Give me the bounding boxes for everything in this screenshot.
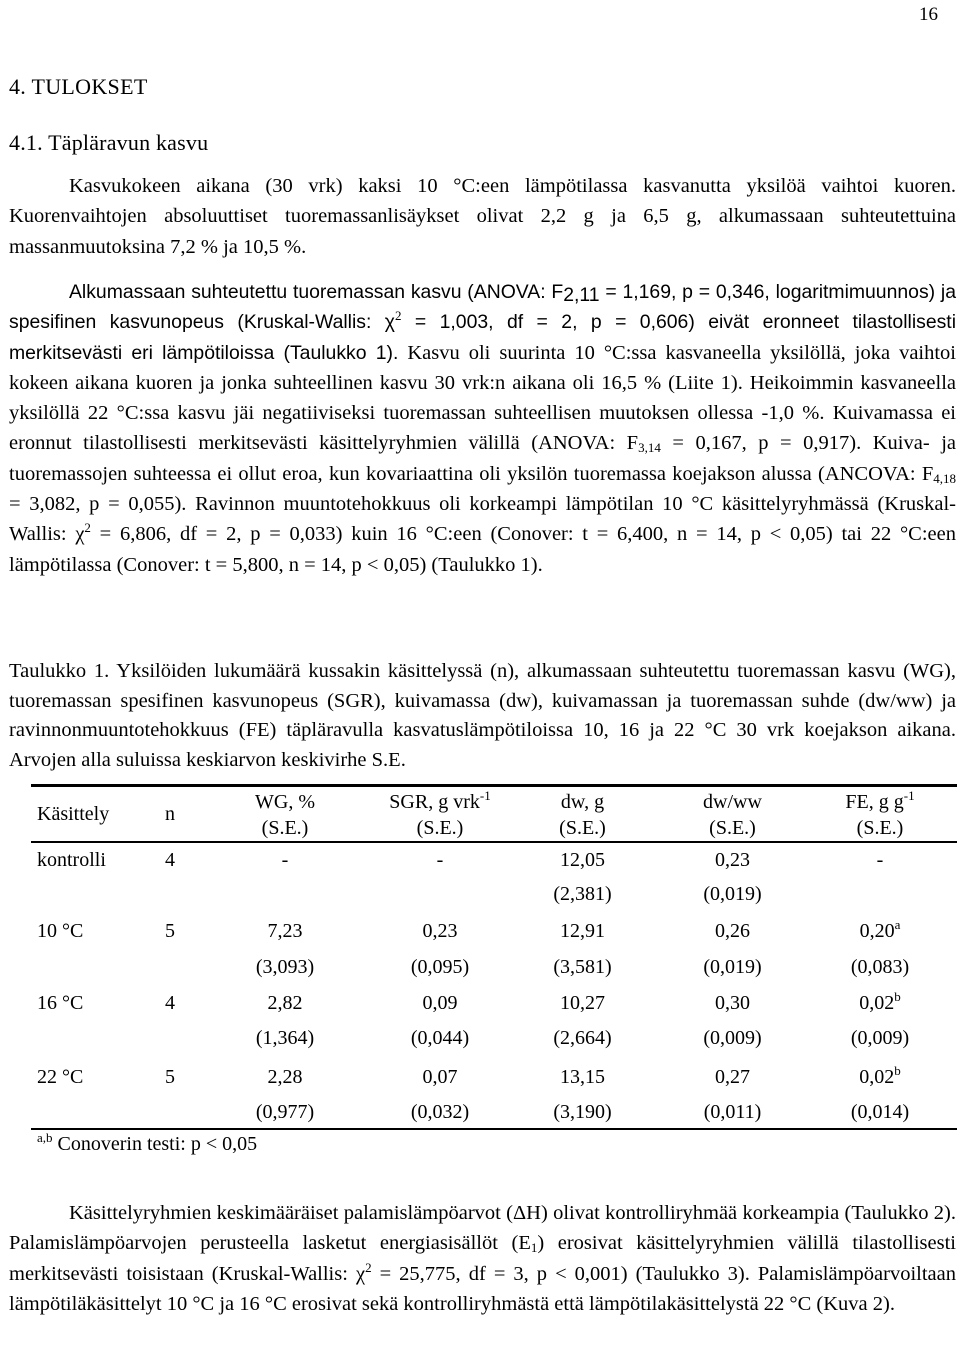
row-sgr-se: (0,044) (410, 1027, 470, 1049)
paragraph-3 (9, 1198, 956, 1319)
row-wg-se: (3,093) (255, 956, 315, 978)
paragraph-2-sub-2: 3,14 (638, 440, 661, 456)
row-dw-se: (2,381) (553, 883, 612, 905)
table-header-rule (31, 841, 957, 843)
paragraph-3-part-3: = 25,775, df = 3, p < 0,001) (Taulukko 3). Palamislämpöarvoiltaan lämpötiläkäsittelyt 10 °C ja 16 °C erosivat sekä kontrolliryhmästä että lämpötilakäsittelystä 22 °C (Kuva 2). (9, 1262, 956, 1315)
paragraph-3-part-2: ) erosivat käsittelyryhmien välillä tilastollisesti merkitsevästi toisistaan (Kruskal-Wallis: χ (9, 1232, 956, 1285)
row-fe-value: 0,20 (859, 920, 895, 942)
header-dwww-label: dw/ww (703, 791, 762, 813)
row-fe-se: (0,009) (850, 1027, 910, 1049)
row-fe-se: (0,014) (850, 1101, 910, 1123)
header-fe-se: (S.E.) (856, 817, 904, 839)
paragraph-2-part-6: = 3,082, p = 0,055). Ravinnon muuntotehokkuus oli korkeampi lämpötilan 10 °C käsittelyryhmässä (Kruskal-Wallis: χ (9, 493, 956, 546)
paragraph-2-sup-2: 2 (84, 520, 91, 536)
row-n: 4 (165, 849, 175, 871)
paragraph-2-sub-1: 2,11 (563, 284, 600, 306)
row-fe (805, 919, 955, 943)
header-sgr-se: (S.E.) (416, 817, 464, 839)
row-dwww: 0,26 (715, 920, 750, 942)
paragraph-2-part-4: Kasvu oli suurinta 10 °C:ssa kasvaneella yksilöllä, joka vaihtoi kokeen aikana kuoren ja jonka suhteellinen kasvu 30 vrk:n aikana oli 16,5 % (Liite 1). Heikoimmin kasvaneella yksilöllä 22 °C:ssa kasvu jäi negatiiviseksi tuoremassan suhteellisen muutoksen ollessa -1,0 %. Kuivamassa ei eronnut tilastollisesti merkitsevästi käsittelyryhmien välillä (ANOVA: F (9, 341, 956, 455)
row-sgr-se: (0,032) (410, 1101, 470, 1123)
row-fe-sup: a (894, 917, 901, 932)
row-dwww: 0,27 (715, 1066, 750, 1088)
header-wg-se: (S.E.) (261, 817, 309, 839)
row-n: 4 (165, 992, 175, 1014)
row-sgr: 0,23 (422, 920, 458, 942)
header-fe (805, 789, 955, 841)
row-wg: 2,82 (267, 992, 303, 1014)
header-sgr (365, 789, 515, 841)
row-dw-se: (2,664) (553, 1027, 612, 1049)
row-n: 5 (165, 1066, 175, 1088)
paragraph-2-part-3: = 1,003, df = 2, p = 0,606) eivät eronneet tilastollisesti merkitsevästi eri lämpötiloissa (Taulukko 1). (9, 311, 956, 364)
subsection-heading: 4.1. Täpläravun kasvu (9, 130, 209, 155)
header-sgr-sup: -1 (479, 788, 491, 803)
row-fe-sup: b (894, 1063, 901, 1078)
row-label: kontrolli (37, 849, 106, 871)
row-fe-value: 0,02 (859, 992, 895, 1014)
paragraph-3-sub-1: 1 (530, 1240, 538, 1256)
paragraph-3-sup-1: 2 (365, 1259, 372, 1275)
row-wg: 7,23 (267, 920, 303, 942)
header-fe-label: FE, g g (845, 791, 904, 813)
header-dwww (670, 789, 795, 841)
header-kasittely: Käsittely (37, 803, 110, 825)
row-fe-se: (0,083) (850, 956, 910, 978)
paragraph-3-part-1: Käsittelyryhmien keskimääräiset palamislämpöarvot (ΔH) olivat kontrolliryhmää korkeampia (Taulukko 2). Palamislämpöarvojen perusteella lasketut energiasisällöt (E (9, 1202, 956, 1255)
paragraph-2-part-2: = 1,169, p = 0,346, logaritmimuunnos) ja spesifinen kasvunopeus (Kruskal-Wallis: χ (9, 281, 956, 334)
row-wg: - (281, 849, 289, 871)
paragraph-2-part-1: Alkumassaan suhteutettu tuoremassan kasvu (ANOVA: F (69, 281, 564, 303)
header-sgr-label: SGR, g vrk (389, 791, 480, 813)
row-sgr: 0,09 (422, 992, 458, 1014)
header-dwww-se: (S.E.) (709, 817, 756, 839)
row-dw: 12,91 (560, 920, 605, 942)
row-dwww-se: (0,019) (703, 883, 762, 905)
paragraph-2-part-5: = 0,167, p = 0,917). Kuiva- ja tuoremassojen suhteessa ei ollut eroa, kun kovariaattina oli yksilön tuoremassa koejakson alussa (ANCOVA: F (9, 432, 956, 485)
row-sgr: 0,07 (422, 1066, 458, 1088)
header-fe-sup: -1 (903, 788, 915, 803)
row-dwww: 0,30 (715, 992, 750, 1014)
row-dw: 13,15 (560, 1066, 605, 1088)
section-heading: 4. TULOKSET (9, 74, 148, 99)
row-dwww-se: (0,019) (703, 956, 762, 978)
footnote-text: Conoverin testi: p < 0,05 (52, 1133, 258, 1155)
paragraph-2-part-7: = 6,806, df = 2, p = 0,033) kuin 16 °C:een (Conover: t = 6,400, n = 14, p < 0,05) tai 22 °C:een lämpötilassa (Conover: t = 5,800, n = 14, p < 0,05) (Taulukko 1). (9, 523, 956, 576)
row-label: 22 °C (37, 1066, 84, 1088)
page-number: 16 (919, 4, 938, 25)
row-wg-se: (1,364) (255, 1027, 315, 1049)
header-wg (225, 789, 345, 841)
header-n: n (165, 803, 175, 825)
row-label: 16 °C (37, 992, 84, 1014)
header-wg-label: WG, % (255, 791, 315, 813)
header-dw-se: (S.E.) (559, 817, 606, 839)
table-bottom-rule (31, 1128, 957, 1130)
row-sgr-se: (0,095) (410, 956, 470, 978)
row-dw: 10,27 (560, 992, 605, 1014)
paragraph-2-sup-1: 2 (394, 308, 402, 324)
row-wg-se: (0,977) (255, 1101, 315, 1123)
row-dwww-se: (0,009) (703, 1027, 762, 1049)
row-dw-se: (3,190) (553, 1101, 612, 1123)
row-n: 5 (165, 920, 175, 942)
row-fe (805, 1065, 955, 1089)
paragraph-2 (9, 277, 956, 580)
row-wg: 2,28 (267, 1066, 303, 1088)
table-footnote (37, 1130, 258, 1156)
row-fe-sup: b (894, 989, 901, 1004)
row-label: 10 °C (37, 920, 84, 942)
footnote-sup: a,b (37, 1130, 53, 1145)
row-fe (805, 991, 955, 1015)
table-caption: Taulukko 1. Yksilöiden lukumäärä kussakin käsittelyssä (n), alkumassaan suhteutettu tuoremassan kasvu (WG), tuoremassan spesifinen kasvunopeus (SGR), kuivamassa (dw), kuivamassan ja tuoremassan suhde (dw/ww) ja ravinnonmuuntotehokkuus (FE) täpläravulla kasvatuslämpötiloissa 10, 16 ja 22 °C 30 vrk koejakson aikana. Arvojen alla suluissa keskiarvon keskivirhe S.E. (9, 660, 956, 771)
table-top-rule (31, 784, 957, 787)
row-dwww-se: (0,011) (703, 1101, 762, 1123)
row-dwww: 0,23 (715, 849, 750, 871)
paragraph-2-sub-3: 4,18 (933, 470, 956, 486)
header-dw-label: dw, g (560, 791, 605, 813)
paragraph-1: Kasvukokeen aikana (30 vrk) kaksi 10 °C:een lämpötilassa kasvanutta yksilöä vaihtoi kuoren. Kuorenvaihtojen absoluuttiset tuoremassanlisäykset olivat 2,2 g ja 6,5 g, alkumassaan suhteutettuina massanmuutoksina 7,2 % ja 10,5 %. (9, 175, 956, 258)
row-fe-value: 0,02 (859, 1066, 895, 1088)
row-sgr: - (436, 849, 444, 871)
row-dw: 12,05 (560, 849, 605, 871)
row-fe: - (876, 849, 884, 871)
row-dw-se: (3,581) (553, 956, 612, 978)
header-dw (520, 789, 645, 841)
